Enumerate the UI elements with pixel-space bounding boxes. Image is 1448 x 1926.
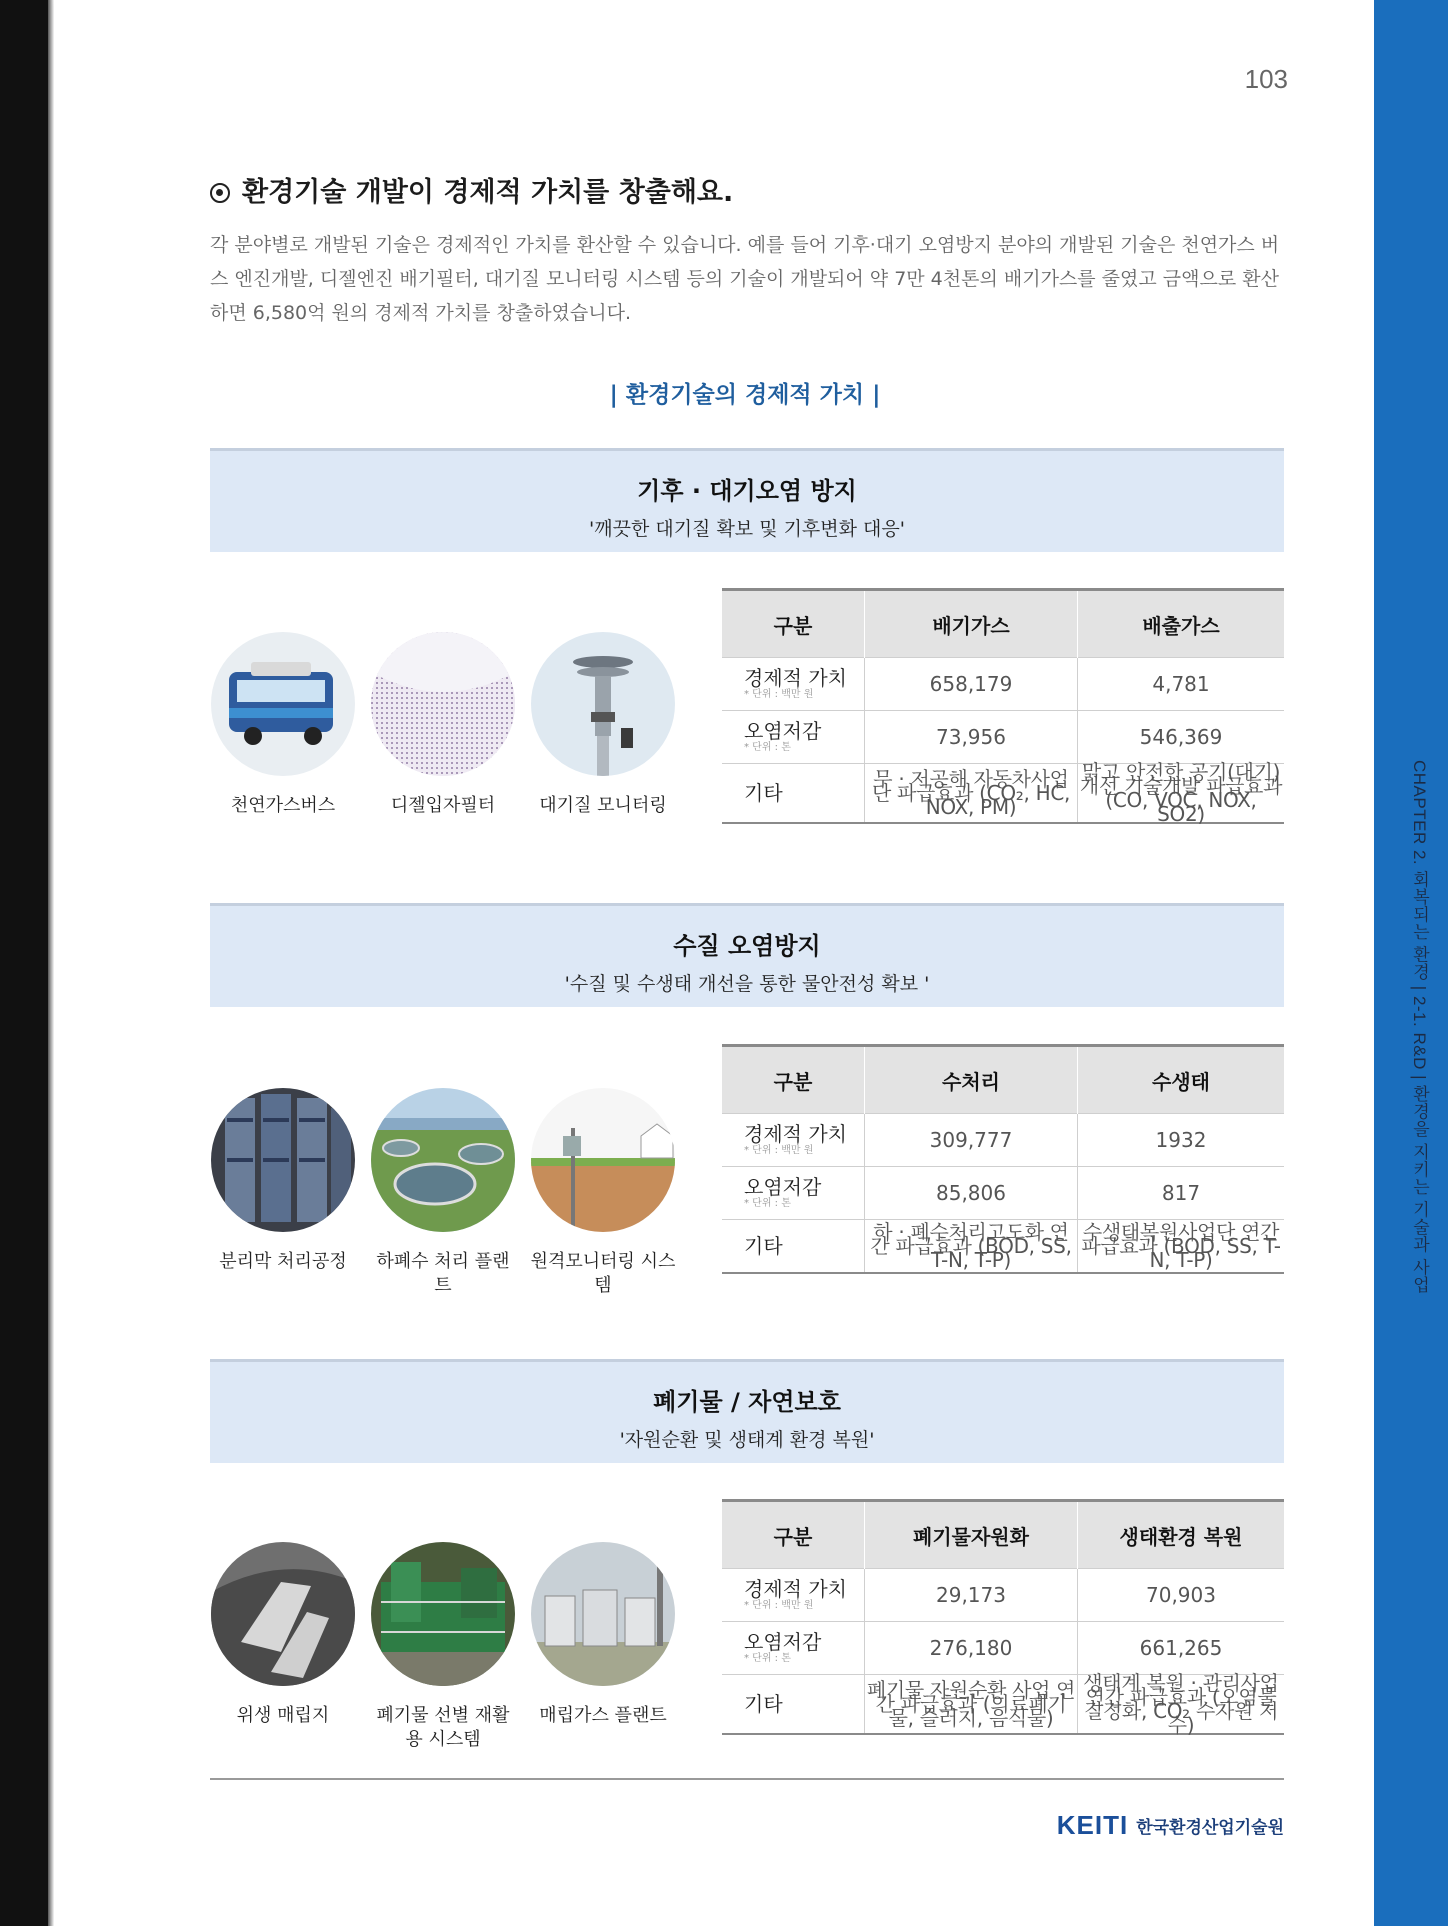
table-cell: 수생태복원사업단 연간 파급효과 (BOD, SS, T-N, T-P) xyxy=(1078,1220,1285,1274)
thumb-caption: 대기질 모니터링 xyxy=(539,795,667,816)
table-row xyxy=(722,1167,1284,1220)
table-header-cell: 생태환경 복원 xyxy=(1078,1501,1285,1569)
table-cell: 70,903 xyxy=(1078,1569,1285,1622)
thumb-wastewater-plant xyxy=(370,1088,516,1298)
row-unit: * 단위 : 백만 원 xyxy=(744,689,814,700)
table-cell: 4,781 xyxy=(1078,658,1285,711)
table-cell: 85,806 xyxy=(865,1167,1078,1220)
table-cell: 309,777 xyxy=(865,1114,1078,1167)
chapter-side-label: CHAPTER 2. 회복되는 환경 | 2-1. R&D | 환경을 지키는 기술과 사업 xyxy=(1410,760,1429,1294)
banner-title: 기후 · 대기오염 방지 xyxy=(637,477,857,505)
row-label xyxy=(722,1220,865,1274)
thumb-caption: 천연가스버스 xyxy=(230,795,336,816)
thumb-remote-monitoring xyxy=(530,1088,676,1298)
thumb-membrane-process xyxy=(210,1088,356,1274)
heading-text: 환경기술 개발이 경제적 가치를 창출해요. xyxy=(242,177,734,208)
thumb-natural-gas-bus xyxy=(210,632,356,818)
row-label xyxy=(722,1167,865,1220)
table-row xyxy=(722,764,1284,824)
table-cell: 생태계 복원 · 관리사업 연간 파급효과 (오염물질정화, CO₂ 수자원 저수) xyxy=(1078,1675,1285,1735)
logo-text: 한국환경산업기술원 xyxy=(1136,1818,1284,1838)
table-header-cell: 배기가스 xyxy=(865,590,1078,658)
section-banner-air xyxy=(210,448,1284,552)
intro-paragraph: 각 분야별로 개발된 기술은 경제적인 가치를 환산할 수 있습니다. 예를 들어 기후·대기 오염방지 분야의 개발된 기술은 천연가스 버스 엔진개발, 디젤엔진 배기필터, 대기질 모니터링 시스템 등의 기술이 개발되어 약 7만 4천톤의 배기가스를 줄였고 금액으로 환산하면 6,580억 원의 경제적 가치를 창출하였습니다. xyxy=(210,234,1280,324)
data-table-water xyxy=(722,1044,1284,1274)
thumb-caption: 분리막 처리공정 xyxy=(219,1251,347,1272)
table-header-row xyxy=(722,1046,1284,1114)
table-header-cell: 배출가스 xyxy=(1078,590,1285,658)
table-cell: 하 · 폐수처리고도화 연간 파급효과 (BOD, SS, T-N, T-P) xyxy=(865,1220,1078,1274)
gas-plant-image xyxy=(531,1542,675,1686)
section-title: | 환경기술의 경제적 가치 | xyxy=(609,382,881,408)
row-unit: * 단위 : 톤 xyxy=(744,742,791,753)
table-cell: 1932 xyxy=(1078,1114,1285,1167)
row-label xyxy=(722,658,865,711)
table-row xyxy=(722,1622,1284,1675)
row-label-text: 오염저감 xyxy=(744,1175,822,1199)
row-label xyxy=(722,1675,865,1735)
row-label-text: 경제적 가치 xyxy=(744,1122,847,1146)
table-cell: 658,179 xyxy=(865,658,1078,711)
data-table-waste xyxy=(722,1499,1284,1735)
remote-monitoring-image xyxy=(531,1088,675,1232)
table-header-row xyxy=(722,1501,1284,1569)
table-header-cell: 수처리 xyxy=(865,1046,1078,1114)
table-cell: 29,173 xyxy=(865,1569,1078,1622)
landfill-image xyxy=(211,1542,355,1686)
table-header-row xyxy=(722,590,1284,658)
banner-subtitle: '수질 및 수생태 개선을 통한 물안전성 확보 ' xyxy=(564,973,930,995)
section-banner-waste xyxy=(210,1359,1284,1463)
row-label-text: 기타 xyxy=(744,781,783,805)
row-unit: * 단위 : 톤 xyxy=(744,1198,791,1209)
thumb-caption: 매립가스 플랜트 xyxy=(539,1705,667,1726)
thumb-caption: 원격모니터링 시스템 xyxy=(530,1251,676,1296)
row-unit: * 단위 : 백만 원 xyxy=(744,1600,814,1611)
sorting-image xyxy=(371,1542,515,1686)
row-unit: * 단위 : 톤 xyxy=(744,1653,791,1664)
row-label xyxy=(722,1114,865,1167)
table-row xyxy=(722,1569,1284,1622)
table-header-cell: 구분 xyxy=(722,590,865,658)
data-table-air xyxy=(722,588,1284,824)
thumb-diesel-filter xyxy=(370,632,516,818)
row-label-text: 기타 xyxy=(744,1234,783,1258)
bus-image xyxy=(211,632,355,776)
table-header-cell: 수생태 xyxy=(1078,1046,1285,1114)
table-cell: 546,369 xyxy=(1078,711,1285,764)
table-row xyxy=(722,1675,1284,1735)
table-cell: 폐기물 자원순환 사업 연간 파급효과 (의료폐기물, 슬러지, 음식물) xyxy=(865,1675,1078,1735)
row-label xyxy=(722,764,865,824)
wastewater-image xyxy=(371,1088,515,1232)
page-heading xyxy=(210,170,733,209)
keiti-logo xyxy=(1057,1810,1284,1841)
table-row xyxy=(722,1220,1284,1274)
thumb-sanitary-landfill xyxy=(210,1542,356,1728)
page-number: 103 xyxy=(1244,64,1288,94)
banner-title: 수질 오염방지 xyxy=(673,932,821,960)
row-label xyxy=(722,1622,865,1675)
row-label xyxy=(722,1569,865,1622)
table-cell: 817 xyxy=(1078,1167,1285,1220)
row-label-text: 경제적 가치 xyxy=(744,1577,847,1601)
banner-subtitle: '자원순환 및 생태계 환경 복원' xyxy=(619,1429,875,1451)
row-label-text: 경제적 가치 xyxy=(744,666,847,690)
table-cell: 276,180 xyxy=(865,1622,1078,1675)
row-label-text: 기타 xyxy=(744,1692,783,1716)
row-label-text: 오염저감 xyxy=(744,1630,822,1654)
banner-title: 폐기물 / 자연보호 xyxy=(653,1388,841,1416)
table-header-cell: 구분 xyxy=(722,1501,865,1569)
thumb-waste-sorting xyxy=(370,1542,516,1752)
table-cell: 맑고 안전한 공기(대기) 개선 기술개발 파급효과(CO, VOC, NOX, SO2) xyxy=(1078,764,1285,824)
thumb-caption: 위생 매립지 xyxy=(236,1705,330,1726)
table-cell: 73,956 xyxy=(865,711,1078,764)
book-binding xyxy=(0,0,48,1926)
table-cell: 무 · 저공해 자동차사업단 파급효과 (CO₂, HC, NOX, PM) xyxy=(865,764,1078,824)
thumb-landfill-gas-plant xyxy=(530,1542,676,1728)
membrane-image xyxy=(211,1088,355,1232)
row-label xyxy=(722,711,865,764)
logo-mark: KEITI xyxy=(1056,1810,1129,1840)
table-header-cell: 구분 xyxy=(722,1046,865,1114)
thumb-caption: 하폐수 처리 플랜트 xyxy=(376,1251,510,1296)
filter-image xyxy=(371,632,515,776)
row-label-text: 오염저감 xyxy=(744,719,822,743)
table-row xyxy=(722,658,1284,711)
table-header-cell: 폐기물자원화 xyxy=(865,1501,1078,1569)
table-row xyxy=(722,711,1284,764)
thumb-caption: 폐기물 선별 재활용 시스템 xyxy=(376,1705,510,1750)
footer-divider xyxy=(210,1778,1284,1780)
table-row xyxy=(722,1114,1284,1167)
thumb-air-monitoring xyxy=(530,632,676,818)
row-unit: * 단위 : 백만 원 xyxy=(744,1145,814,1156)
monitoring-image xyxy=(531,632,675,776)
thumb-caption: 디젤입자필터 xyxy=(390,795,496,816)
section-banner-water xyxy=(210,903,1284,1007)
banner-subtitle: '깨끗한 대기질 확보 및 기후변화 대응' xyxy=(589,518,905,540)
table-cell: 661,265 xyxy=(1078,1622,1285,1675)
target-bullet-icon xyxy=(210,183,230,203)
